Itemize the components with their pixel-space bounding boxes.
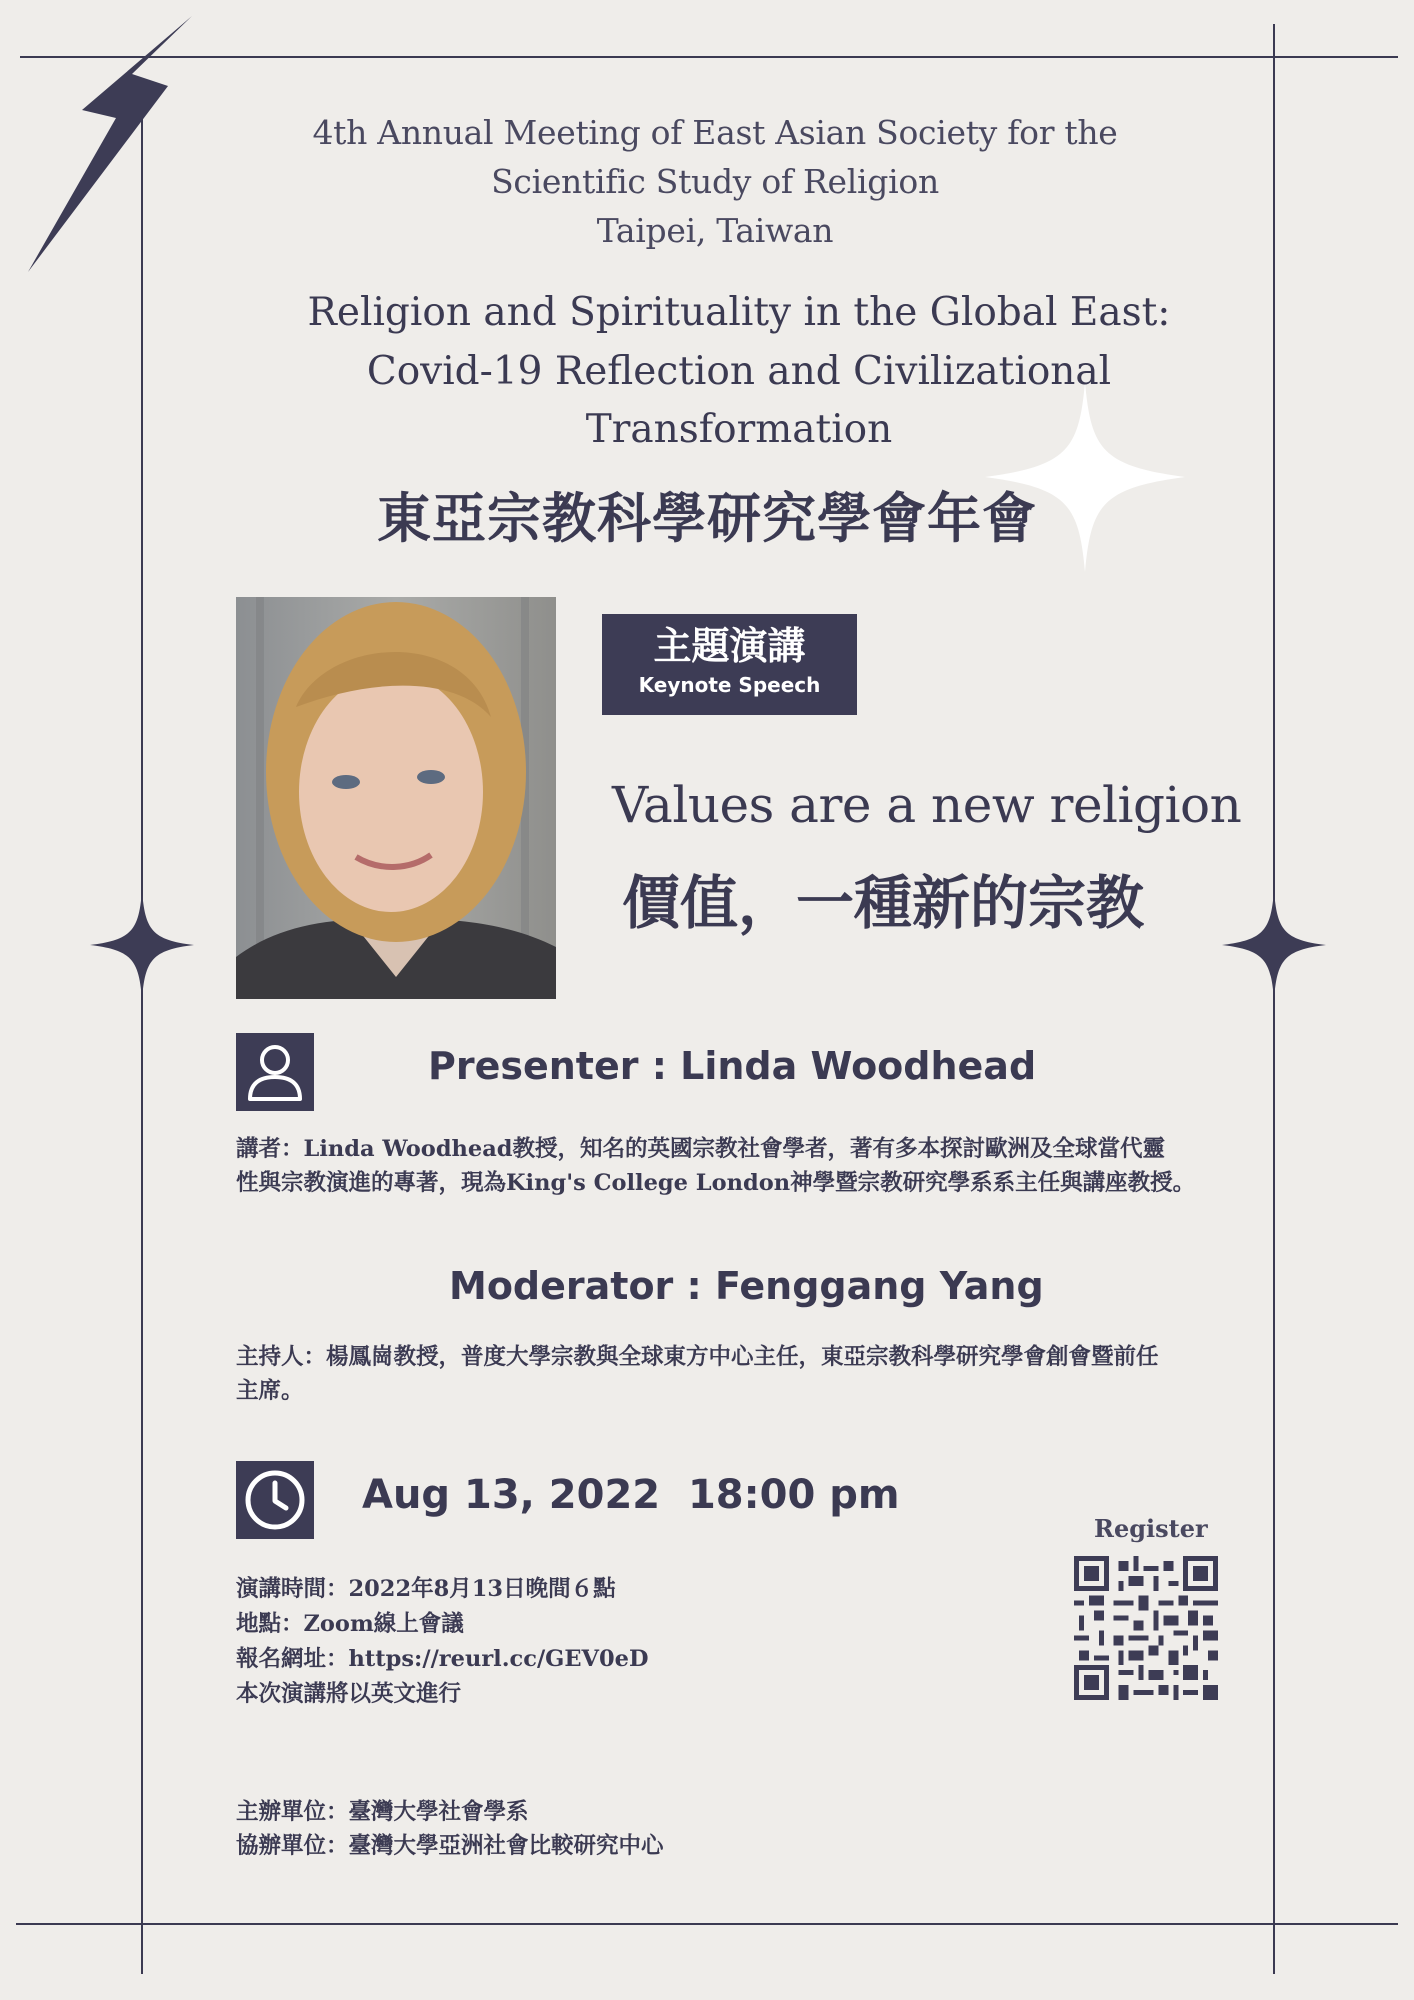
theme-line-2: Covid-19 Reflection and Civilizational: [366, 349, 1112, 394]
moderator-bio-2: 主席。: [236, 1378, 304, 1404]
event-datetime: Aug 13, 2022 18:00 pm: [362, 1472, 900, 1518]
presenter-bio-2: 性與宗教演進的專著，現為King's College London神學暨宗教研究學系系主任與講座教授。: [236, 1170, 1196, 1196]
organizer-host: 主辦單位：臺灣大學社會學系: [236, 1799, 529, 1825]
qr-code[interactable]: [1074, 1556, 1218, 1700]
conference-line-2: Scientific Study of Religion: [491, 162, 939, 201]
presenter-bio-1: 講者：Linda Woodhead教授，知名的英國宗教社會學者，著有多本探討歐洲及全球當代靈: [236, 1136, 1166, 1162]
keynote-badge: [602, 614, 857, 715]
topic-en: Values are a new religion: [612, 776, 1242, 834]
presenter-heading: Presenter : Linda Woodhead: [428, 1044, 1037, 1088]
keynote-badge-en: Keynote Speech: [638, 673, 821, 697]
conference-line-1: 4th Annual Meeting of East Asian Society for the: [312, 113, 1118, 152]
sparkle-right-icon: [1222, 890, 1326, 1000]
event-detail-venue: 地點：Zoom線上會議: [236, 1611, 464, 1637]
presenter-photo: [236, 597, 556, 999]
organizer-co-host: 協辦單位：臺灣大學亞洲社會比較研究中心: [236, 1833, 664, 1859]
event-detail-url: 報名網址：https://reurl.cc/GEV0eD: [236, 1646, 649, 1672]
moderator-heading: Moderator : Fenggang Yang: [449, 1264, 1044, 1308]
theme-line-1: Religion and Spirituality in the Global East:: [307, 290, 1171, 335]
event-detail-language: 本次演講將以英文進行: [236, 1681, 462, 1707]
topic-zh: 價值，一種新的宗教: [622, 869, 1145, 937]
event-detail-time: 演講時間：2022年8月13日晚間６點: [236, 1576, 616, 1602]
conference-line-3: Taipei, Taiwan: [596, 211, 834, 250]
register-label: Register: [1094, 1514, 1208, 1543]
clock-icon: [236, 1461, 314, 1539]
frame-bottom-line: [16, 1923, 1398, 1925]
theme-line-3: Transformation: [585, 407, 893, 452]
person-icon-box: [236, 1033, 314, 1111]
frame-top-line: [20, 56, 1398, 58]
clock-icon-box: [236, 1461, 314, 1539]
title-zh: 東亞宗教科學研究學會年會: [377, 486, 1037, 550]
keynote-badge-zh: 主題演講: [653, 624, 806, 668]
person-icon: [236, 1033, 314, 1111]
moderator-bio-1: 主持人：楊鳳崗教授，普度大學宗教與全球東方中心主任，東亞宗教科學研究學會創會暨前任: [236, 1344, 1159, 1370]
sparkle-left-icon: [90, 890, 194, 1000]
